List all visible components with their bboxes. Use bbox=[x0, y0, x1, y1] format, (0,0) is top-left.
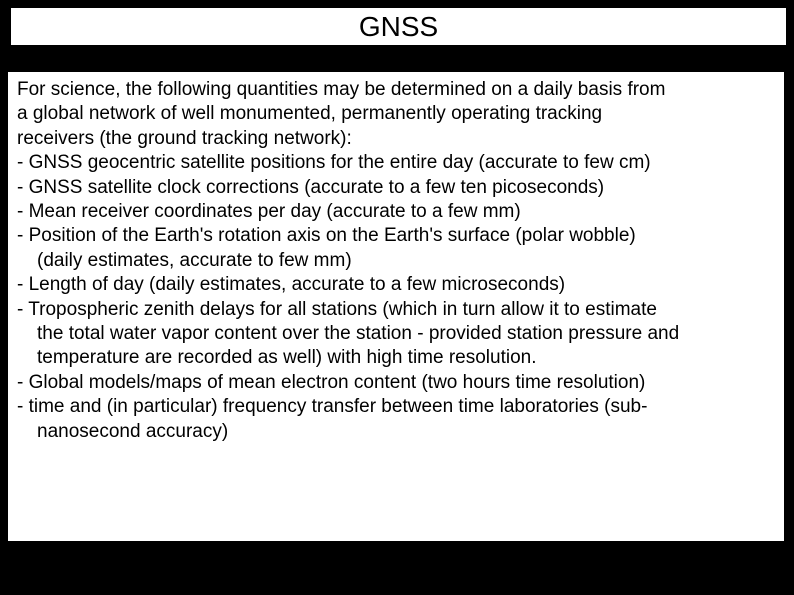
list-item-electron-content bbox=[17, 371, 776, 395]
list-item-satellite-positions bbox=[17, 151, 776, 175]
intro-paragraph bbox=[17, 78, 776, 151]
slide-title: GNSS bbox=[358, 10, 439, 42]
list-item-line: - GNSS geocentric satellite positions for the entire day (accurate to few cm) bbox=[17, 152, 651, 174]
list-item-line: temperature are recorded as well) with high time resolution. bbox=[37, 347, 537, 369]
list-item-frequency-transfer bbox=[17, 395, 776, 444]
list-item-line: - Length of day (daily estimates, accurate to a few microseconds) bbox=[17, 274, 566, 296]
list-item-line: - Mean receiver coordinates per day (accurate to a few mm) bbox=[17, 201, 521, 223]
list-item-line: - GNSS satellite clock corrections (accurate to a few ten picoseconds) bbox=[17, 176, 605, 198]
list-item-line: - time and (in particular) frequency transfer between time laboratories (sub- bbox=[17, 396, 648, 418]
list-item-receiver-coordinates bbox=[17, 200, 776, 224]
list-item-line: the total water vapor content over the station - provided station pressure and bbox=[37, 323, 680, 345]
list-item-line: - Tropospheric zenith delays for all stations (which in turn allow it to estimate bbox=[17, 298, 657, 320]
list-item-line: - Global models/maps of mean electron content (two hours time resolution) bbox=[17, 371, 646, 393]
intro-line: receivers (the ground tracking network): bbox=[17, 127, 352, 149]
list-item-line: - Position of the Earth's rotation axis on the Earth's surface (polar wobble) bbox=[17, 225, 636, 247]
list-item-tropospheric-delays bbox=[17, 298, 776, 371]
list-item-line: nanosecond accuracy) bbox=[37, 420, 229, 442]
list-item-polar-wobble bbox=[17, 224, 776, 273]
list-item-line: (daily estimates, accurate to few mm) bbox=[37, 249, 352, 271]
list-item-clock-corrections bbox=[17, 176, 776, 200]
list-item-length-of-day bbox=[17, 273, 776, 297]
content-text bbox=[8, 72, 784, 444]
intro-line: a global network of well monumented, permanently operating tracking bbox=[17, 103, 603, 125]
title-bar bbox=[11, 8, 786, 45]
intro-line: For science, the following quantities may be determined on a daily basis from bbox=[17, 79, 666, 100]
content-panel bbox=[8, 72, 784, 541]
